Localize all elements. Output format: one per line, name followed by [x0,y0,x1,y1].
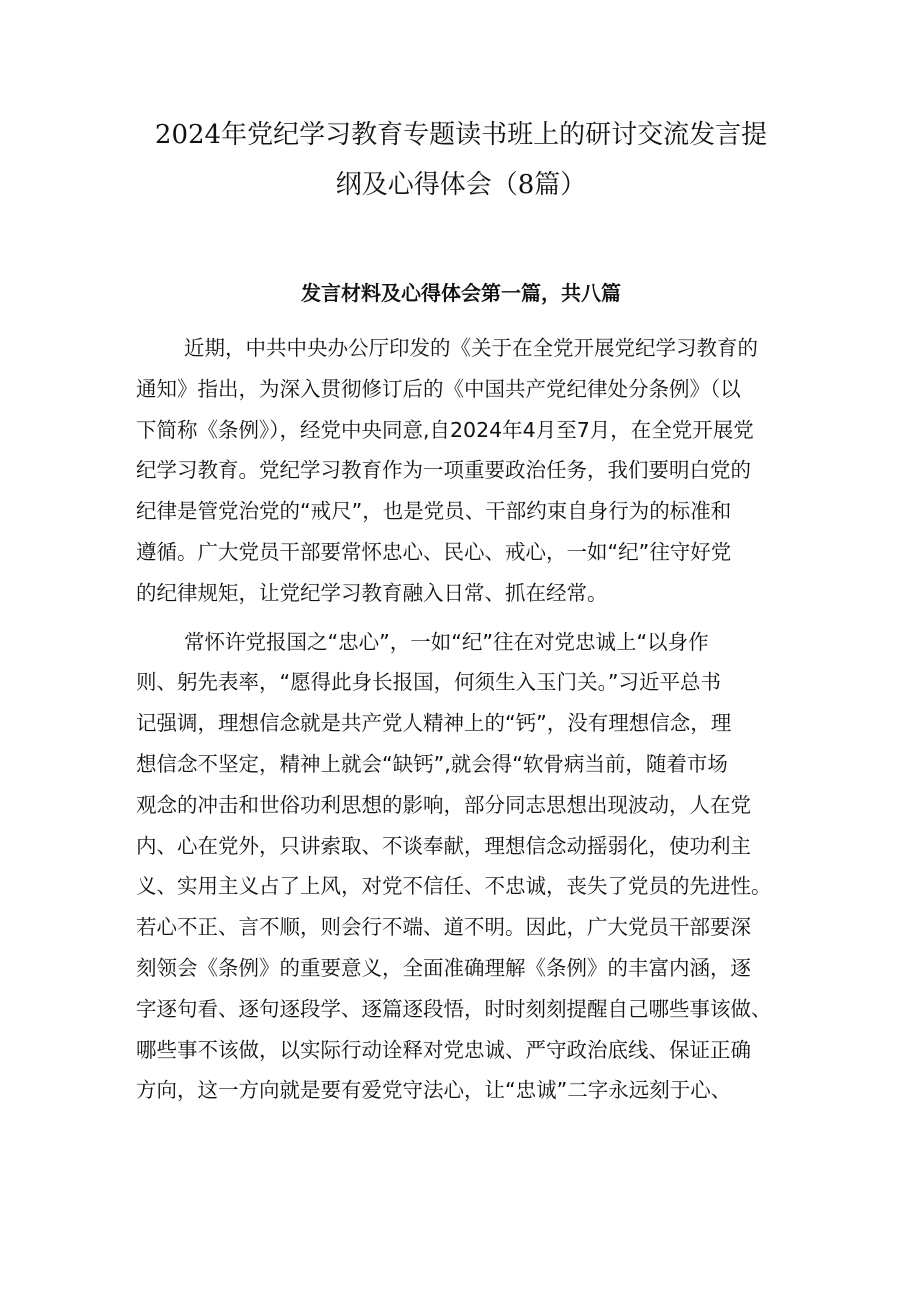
text-line: 内、心在党外，只讲索取、不谈奉献，理想信念动摇弱化，使功利主 [136,833,751,858]
document-title-line: 纲及心得体会（8篇） [335,170,587,200]
text-line: 方向，这一方向就是要有爱党守法心，让“忠诚”二字永远刻于心、 [136,1078,732,1103]
text-line: 的纪律规矩，让党纪学习教育融入日常、抓在经常。 [136,580,608,605]
text-line: 想信念不坚定，精神上就会“缺钙”,就会得“软骨病当前，随着市场 [136,751,728,776]
text-line: 记强调，理想信念就是共产党人精神上的“钙”，没有理想信念，理 [136,711,732,736]
text-line: 哪些事不该做，以实际行动诠释对党忠诚、严守政治底线、保证正确 [136,1037,751,1062]
text-line: 近期，中共中央办公厅印发的《关于在全党开展党纪学习教育的 [184,336,758,360]
text-line: 义、实用主义占了上风，对党不信任、不忠诚，丧失了党员的先进性。 [136,874,772,899]
paragraph-2 [136,622,792,1112]
text-line: 观念的冲击和世俗功利思想的影响，部分同志思想出现波动，人在党 [136,792,751,817]
text-line: 纪律是管党治党的“戒尺”，也是党员、干部约束自身行为的标准和 [136,499,732,524]
document-title [136,110,786,210]
paragraph-1 [136,328,792,614]
text-line: 刻领会《条例》的重要意义，全面准确理解《条例》的丰富内涵，逐 [136,955,751,980]
text-line: 遵循。广大党员干部要常怀忠心、民心、戒心，一如“纪”往守好党 [136,539,732,564]
document-title-line: 2024年党纪学习教育专题读书班上的研讨交流发言提 [154,120,768,150]
text-line: 若心不正、言不顺，则会行不端、道不明。因此，广大党员干部要深 [136,915,751,940]
document-body [136,328,792,1111]
text-line: 常怀许党报国之“忠心”，一如“纪”往在对党忠诚上“以身作 [184,629,709,654]
text-line: 通知》指出，为深入贯彻修订后的《中国共产党纪律处分条例》（以 [136,376,741,401]
text-line: 下简称《条例》），经党中央同意,自2024年4月至7月，在全党开展党 [136,417,754,442]
text-line: 字逐句看、逐句逐段学、逐篇逐段悟，时时刻刻提醒自己哪些事该做、 [136,996,772,1021]
text-line: 则、躬先表率，“愿得此身长报国，何须生入玉门关。”习近平总书 [136,670,721,695]
section-heading: 发言材料及心得体会第一篇，共八篇 [301,281,621,305]
text-line: 纪学习教育。党纪学习教育作为一项重要政治任务，我们要明白党的 [136,458,751,483]
